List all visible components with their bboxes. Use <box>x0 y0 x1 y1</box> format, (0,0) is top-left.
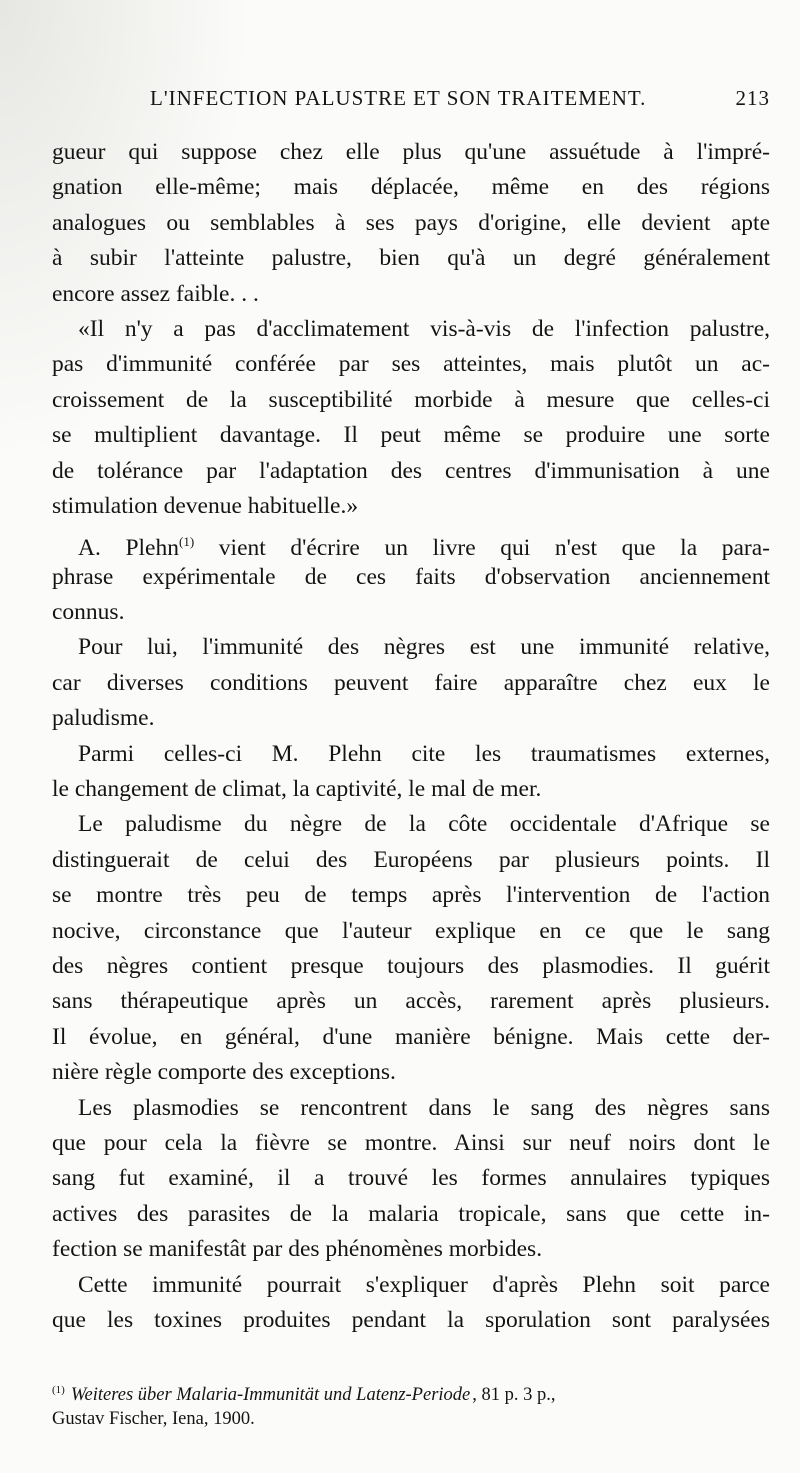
text-line: que pour cela la fièvre se montre. Ainsi sur neuf noirs dont le <box>52 1129 770 1156</box>
text-line: distinguerait de celui des Européens par plusieurs points. Il <box>52 846 770 873</box>
text-line: Le paludisme du nègre de la côte occidentale d'Afrique se <box>78 811 770 838</box>
text-line: que les toxines produites pendant la sporulation sont paralysées <box>52 1306 770 1333</box>
text-line: Cette immunité pourrait s'expliquer d'après Plehn soit parce <box>78 1271 770 1298</box>
footnote <box>52 1376 770 1434</box>
text-line: encore assez faible. . . <box>52 280 259 307</box>
text-line: stimulation devenue habituelle.» <box>52 492 359 519</box>
body-text <box>52 135 770 1338</box>
text-line: paludisme. <box>52 705 155 732</box>
text-line: nocive, circonstance que l'auteur explique en ce que le sang <box>52 917 770 944</box>
footnote-details: , 81 p. 3 p., <box>472 1385 556 1405</box>
text-line: «Il n'y a pas d'acclimatement vis-à-vis de l'infection palustre, <box>78 315 770 342</box>
text-line: de tolérance par l'adaptation des centres d'immunisation à une <box>52 457 770 484</box>
text-line: sans thérapeutique après un accès, rarement après plusieurs. <box>52 988 770 1015</box>
footnote-title: Weiteres über Malaria-Immunität und Latenz-Periode <box>70 1385 471 1405</box>
text-line: croissement de la susceptibilité morbide à mesure que celles-ci <box>52 386 770 413</box>
text-line-rest: vient d'écrire un livre qui n'est que la para- <box>218 535 771 562</box>
text-line: phrase expérimentale de ces faits d'observation anciennement <box>52 563 770 590</box>
page-number: 213 <box>735 86 770 110</box>
text-line: actives des parasites de la malaria tropicale, sans que cette in- <box>52 1200 770 1227</box>
text-line <box>52 524 771 562</box>
text-line: à subir l'atteinte palustre, bien qu'à un degré généralement <box>52 245 770 272</box>
footnote-line <box>52 1376 770 1405</box>
text-line: le changement de climat, la captivité, le mal de mer. <box>52 776 542 803</box>
text-line: car diverses conditions peuvent faire apparaître chez eux le <box>52 669 770 696</box>
text-line: Parmi celles-ci M. Plehn cite les traumatismes externes, <box>78 740 770 767</box>
footnote-marker: (1) <box>52 1384 65 1396</box>
text-line: connus. <box>52 599 125 626</box>
author-name: A. Plehn <box>78 535 179 562</box>
text-line: nière règle comporte des exceptions. <box>52 1059 396 1086</box>
text-line: fection se manifestât par des phénomènes morbides. <box>52 1236 543 1263</box>
text-line: Les plasmodies se rencontrent dans le sang des nègres sans <box>78 1094 770 1121</box>
footnote-line: Gustav Fischer, Iena, 1900. <box>52 1409 255 1429</box>
text-line: Il évolue, en général, d'une manière bénigne. Mais cette der- <box>52 1023 770 1050</box>
text-line: pas d'immunité conférée par ses atteintes, mais plutôt un ac- <box>52 351 770 378</box>
text-line: des nègres contient presque toujours des plasmodies. Il guérit <box>52 952 770 979</box>
text-line: se montre très peu de temps après l'intervention de l'action <box>52 882 770 909</box>
running-title: L'INFECTION PALUSTRE ET SON TRAITEMENT. <box>150 86 647 110</box>
text-line: gueur qui suppose chez elle plus qu'une assuétude à l'impré- <box>52 139 770 165</box>
footnote-reference[interactable]: (1) <box>179 534 195 550</box>
text-line: sang fut examiné, il a trouvé les formes annulaires typiques <box>52 1165 770 1192</box>
text-line: Pour lui, l'immunité des nègres est une immunité relative, <box>78 634 770 661</box>
text-line: gnation elle-même; mais déplacée, même en des régions <box>52 174 770 201</box>
text-line: analogues ou semblables à ses pays d'origine, elle devient apte <box>52 209 770 236</box>
text-line: se multiplient davantage. Il peut même se produire une sorte <box>52 422 770 449</box>
running-header <box>150 86 770 120</box>
